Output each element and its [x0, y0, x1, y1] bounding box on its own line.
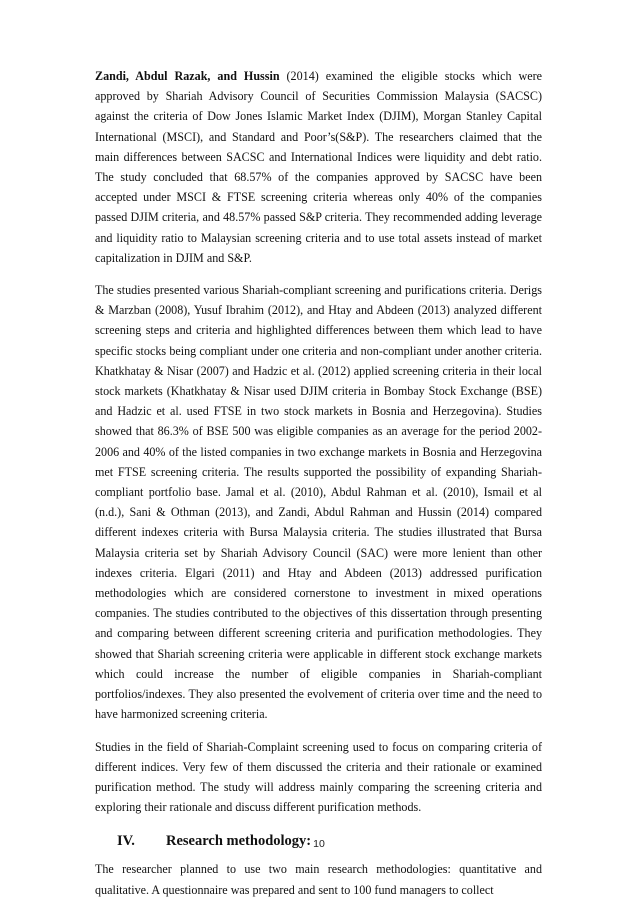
- paragraph-zandi-study: [95, 66, 542, 268]
- page-body: [95, 66, 542, 912]
- page-number: 10: [313, 838, 325, 850]
- paragraph-text: (2014) examined the eligible stocks which were approved by Shariah Advisory Council of Securities Commission Malaysia (SACSC) against the criteria of Dow Jones Islamic Market Index (DJIM), Morgan Stanley Capital International (MSCI), and Standard and Poor’s(S&P). The researchers claimed that the main differences between SACSC and International Indices were liquidity and debt ratio. The study concluded that 68.57% of the companies approved by SACSC have been accepted under MSCI & FTSE screening criteria whereas only 40% of the companies passed DJIM criteria, and 48.57% passed S&P criteria. They recommended adding leverage and liquidity ratio to Malaysian screening criteria and to use total assets instead of market capitalization in DJIM and S&P.: [95, 69, 542, 265]
- paragraph-research-gap: Studies in the field of Shariah-Complaint screening used to focus on comparing criteria of different indices. Very few of them discussed the criteria and their rationale or examined purification method. The study will address mainly comparing the screening criteria and exploring their rationale and discuss different purification methods.: [95, 739, 542, 815]
- paragraph-screening-studies: The studies presented various Shariah-compliant screening and purifications criteria. Derigs & Marzban (2008), Yusuf Ibrahim (2012), and Htay and Abdeen (2013) analyzed different screening steps and criteria and highlighted differences between them which lead to have specific stocks being compliant under one criteria and non-compliant under another criteria. Khatkhatay & Nisar (2007) and Hadzic et al. (2012) applied screening criteria in their local stock markets (Khatkhatay & Nisar used DJIM criteria in Bombay Stock Exchange (BSE) and Hadzic et al. used FTSE in two stock markets in Bosnia and Herzegovina). Studies showed that 86.3% of BSE 500 was eligible companies as an average for the period 2002-2006 and 40% of the listed companies in two exchange markets in Bosnia and Herzegovina met FTSE screening criteria. The results supported the possibility of expanding Shariah-compliant portfolio base. Jamal et al. (2010), Abdul Rahman et al. (2010), Ismail et al (n.d.), Sani & Othman (2013), and Zandi, Abdul Rahman and Hussin (2014) compared different indexes criteria with Bursa Malaysia criteria. The studies illustrated that Bursa Malaysia criteria set by Shariah Advisory Council (SAC) were more lenient than other indexes criteria. Elgari (2011) and Htay and Abdeen (2013) addressed purification methodologies which are considered cornerstone to investment in mixed operations companies. The studies contributed to the objectives of this dissertation through presenting and comparing between different screening criteria and purification methodologies. They showed that Shariah screening criteria were applicable in different stock exchange markets which could increase the number of eligible companies in Shariah-compliant portfolios/indexes. They also presented the evolvement of criteria over time and the need to have harmonized screening criteria.: [95, 283, 542, 722]
- paragraph-methodology: The researcher planned to use two main research methodologies: quantitative and qualitative. A questionnaire was prepared and sent to 100 fund managers to collect: [95, 862, 542, 897]
- citation-lead: Zandi, Abdul Razak, and Hussin: [95, 69, 280, 83]
- section-number: IV.: [117, 833, 135, 850]
- section-title: Research methodology:: [166, 833, 312, 850]
